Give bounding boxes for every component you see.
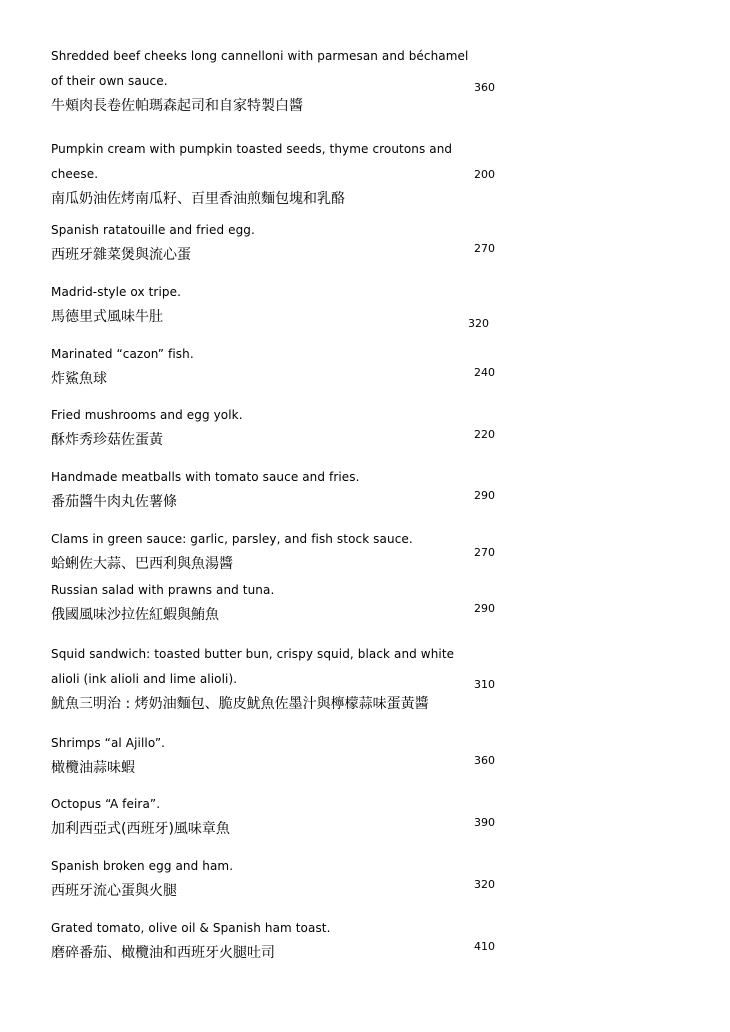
dish-name-zh: 牛頰肉長卷佐帕瑪森起司和自家特製白醬 xyxy=(51,98,303,114)
dish-name-zh: 西班牙雜菜煲與流心蛋 xyxy=(51,247,191,263)
dish-name-zh: 蛤蜊佐大蒜、巴西利與魚湯醬 xyxy=(51,556,233,572)
dish-price: 200 xyxy=(474,168,495,181)
menu-item xyxy=(51,44,469,119)
dish-name-en: cheese. xyxy=(51,167,99,181)
dish-name-en: Madrid-style ox tripe. xyxy=(51,285,182,299)
dish-name-en: Handmade meatballs with tomato sauce and fries. xyxy=(51,470,360,484)
dish-price: 320 xyxy=(474,878,495,891)
dish-price: 270 xyxy=(474,242,495,255)
dish-name-zh: 炸鯊魚球 xyxy=(51,371,107,387)
dish-name-en: Shrimps “al Ajillo”. xyxy=(51,736,166,750)
dish-name-zh: 魷魚三明治 : 烤奶油麵包、脆皮魷魚佐墨汁與檸檬蒜味蛋黃醬 xyxy=(51,696,429,712)
dish-name-en: Shredded beef cheeks long cannelloni with parmesan and béchamel xyxy=(51,49,469,63)
dish-name-zh: 俄國風味沙拉佐紅蝦與鮪魚 xyxy=(51,607,219,623)
dish-name-zh: 橄欖油蒜味蝦 xyxy=(51,760,135,776)
menu-item xyxy=(51,731,461,781)
dish-price: 240 xyxy=(474,366,495,379)
menu-item xyxy=(51,527,461,577)
dish-name-zh: 加利西亞式(西班牙)風味章魚 xyxy=(51,821,230,837)
menu-item xyxy=(51,465,461,515)
dish-price: 290 xyxy=(474,602,495,615)
dish-price: 360 xyxy=(474,754,495,767)
dish-name-zh: 番茄醬牛肉丸佐薯條 xyxy=(51,494,177,510)
menu-item xyxy=(51,916,461,966)
menu-item xyxy=(51,578,461,628)
dish-price: 290 xyxy=(474,489,495,502)
dish-price: 320 xyxy=(468,317,489,330)
dish-price: 220 xyxy=(474,428,495,441)
menu-item xyxy=(51,854,461,904)
dish-name-en: Grated tomato, olive oil & Spanish ham toast. xyxy=(51,921,331,935)
dish-name-zh: 南瓜奶油佐烤南瓜籽、百里香油煎麵包塊和乳酪 xyxy=(51,191,345,207)
menu-item xyxy=(51,403,461,453)
dish-name-en: Octopus “A feira”. xyxy=(51,797,161,811)
dish-name-en: Pumpkin cream with pumpkin toasted seeds, thyme croutons and xyxy=(51,142,453,156)
dish-name-zh: 西班牙流心蛋與火腿 xyxy=(51,883,177,899)
dish-price: 310 xyxy=(474,678,495,691)
menu-item xyxy=(51,792,461,842)
menu-item xyxy=(51,342,461,392)
dish-price: 390 xyxy=(474,816,495,829)
dish-name-zh: 酥炸秀珍菇佐蛋黃 xyxy=(51,432,163,448)
menu-item xyxy=(51,642,461,717)
dish-name-en: Spanish broken egg and ham. xyxy=(51,859,234,873)
dish-price: 360 xyxy=(474,81,495,94)
dish-name-en: of their own sauce. xyxy=(51,74,168,88)
dish-name-en: Clams in green sauce: garlic, parsley, and fish stock sauce. xyxy=(51,532,413,546)
dish-name-en: Russian salad with prawns and tuna. xyxy=(51,583,275,597)
dish-name-zh: 馬德里式風味牛肚 xyxy=(51,309,163,325)
menu-item xyxy=(51,218,461,268)
dish-name-en: Marinated “cazon” fish. xyxy=(51,347,194,361)
dish-name-en: Squid sandwich: toasted butter bun, crispy squid, black and white xyxy=(51,647,455,661)
dish-name-zh: 磨碎番茄、橄欖油和西班牙火腿吐司 xyxy=(51,945,275,961)
dish-name-en: alioli (ink alioli and lime alioli). xyxy=(51,672,238,686)
menu-item xyxy=(51,137,461,212)
dish-price: 410 xyxy=(474,940,495,953)
menu-item xyxy=(51,280,461,330)
dish-price: 270 xyxy=(474,546,495,559)
dish-name-en: Spanish ratatouille and fried egg. xyxy=(51,223,255,237)
dish-name-en: Fried mushrooms and egg yolk. xyxy=(51,408,243,422)
